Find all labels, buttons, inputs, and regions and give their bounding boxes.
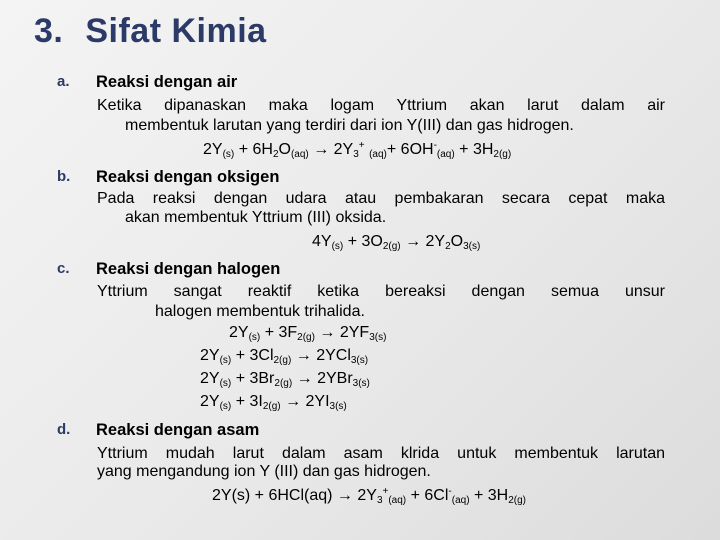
section-a-letter: a.	[57, 73, 70, 90]
section-a-line-2: membentuk larutan yang terdiri dari ion Y(III) dan gas hidrogen.	[125, 117, 574, 134]
section-a-heading: Reaksi dengan air	[96, 73, 238, 91]
section-d-letter: d.	[57, 421, 71, 438]
equation-fluorine: $2Y_{(s)} + 3F_{2(g)} \to 2YF_{3(s)}$	[229, 324, 387, 343]
section-b-line-2: akan membentuk Yttrium (III) oksida.	[125, 209, 387, 226]
section-b-line-1: Pada reaksi dengan udara atau pembakaran secara cepat maka	[97, 190, 665, 207]
section-d-line-2: yang mengandung ion Y (III) dan gas hidrogen.	[97, 463, 431, 480]
equation-water: $2Y_{(s)} + 6H_2O_{(aq)} \to 2Y_3^+$ $_{(aq)}+ 6OH^-_{(aq)} + 3H_{2(g)}$	[203, 140, 512, 160]
equation-chlorine: $2Y_{(s)} + 3Cl_{2(g)} \to 2YCl_{3(s)}$	[200, 347, 369, 366]
section-b-heading: Reaksi dengan oksigen	[96, 168, 280, 186]
section-c-letter: c.	[57, 260, 70, 277]
equation-acid: $2Y(s) + 6HCl(aq) \to 2Y_3^+_{(aq)} + 6Cl^-_{(aq)} + 3H_{2(g)}$	[212, 486, 527, 506]
equation-bromine: $2Y_{(s)} + 3Br_{2(g)} \to 2YBr_{3(s)}$	[200, 370, 370, 389]
title-text: Sifat Kimia	[85, 12, 267, 50]
equation-iodine: $2Y_{(s)} + 3I_{2(g)} \to 2YI_{3(s)}$	[200, 393, 347, 412]
section-c-line-1: Yttrium sangat reaktif ketika bereaksi dengan semua unsur	[97, 283, 665, 300]
section-c-heading: Reaksi dengan halogen	[96, 260, 281, 278]
section-b-letter: b.	[57, 168, 71, 185]
section-d-line-1: Yttrium mudah larut dalam asam klrida untuk membentuk larutan	[97, 445, 665, 462]
section-c-line-2: halogen membentuk trihalida.	[155, 303, 365, 320]
slide-title	[34, 12, 267, 51]
section-a-line-1: Ketika dipanaskan maka logam Yttrium akan larut dalam air	[97, 97, 665, 114]
title-number: 3.	[34, 12, 64, 50]
equation-oxygen: $4Y_{(s)} + 3O_{2(g)} \to 2Y_2O_{3(s)}$	[312, 233, 481, 252]
section-d-heading: Reaksi dengan asam	[96, 421, 260, 439]
